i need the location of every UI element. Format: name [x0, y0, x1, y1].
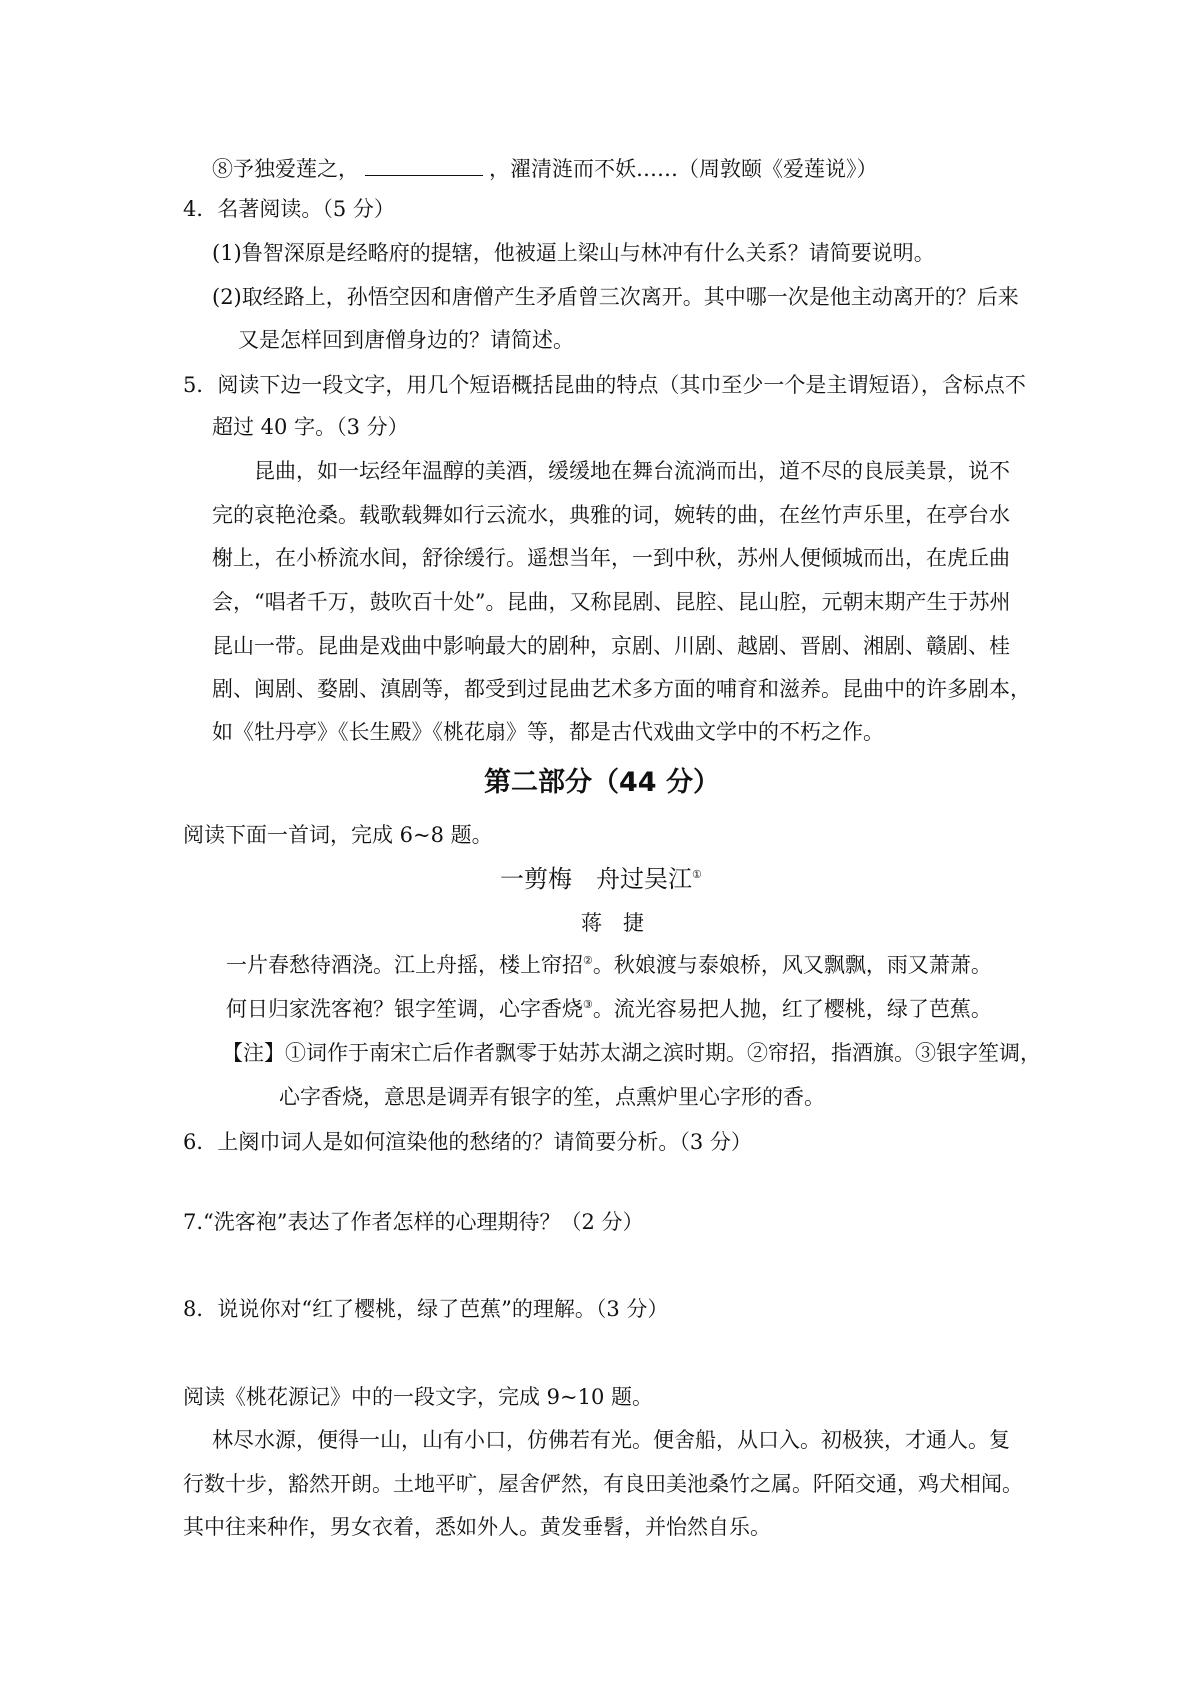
q3-item8-end: ，濯清涟而不妖……（周敦颐《爱莲说》） — [489, 157, 878, 181]
part2-heading: 第二部分（44 分） — [484, 767, 720, 798]
q5-passage-line: 完的哀艳沧桑。载歌载舞如行云流水，典雅的词，婉转的曲，在丝竹声乐里，在亭台水 — [212, 503, 1010, 527]
poem-title — [500, 865, 702, 894]
poem-line-1 — [226, 953, 992, 978]
q5-passage-line: 昆山一带。昆曲是戏曲中影响最大的剧种，京剧、川剧、越剧、晋剧、湘剧、赣剧、桂 — [212, 634, 1010, 658]
poem-line-2 — [226, 997, 992, 1022]
taohua-passage-line: 林尽水源，便得一山，山有小口，仿佛若有光。便舍船，从口入。初极狭，才通人。复 — [212, 1428, 1010, 1452]
footnote-marker: ③ — [583, 998, 593, 1011]
q4-sub2-line1: (2)取经路上，孙悟空因和唐僧产生矛盾曾三次离开。其中哪一次是他主动离开的？后来 — [212, 285, 1019, 309]
poem-text: 何日归家洗客袍？银字笙调，心字香烧 — [226, 997, 583, 1021]
poem-text: 一片春愁待酒浇。江上舟摇，楼上帘招 — [226, 953, 583, 977]
poem-note-line1: 【注】①词作于南宋亡后作者飘零于姑苏太湖之滨时期。②帘招，指酒旗。③银字笙调， — [222, 1041, 1041, 1065]
poem-text: 。秋娘渡与泰娘桥，风又飘飘，雨又萧萧。 — [592, 953, 992, 977]
q3-item8 — [212, 157, 878, 182]
q4-sub2-line2: 又是怎样回到唐僧身边的？请简述。 — [238, 328, 574, 352]
part2-intro: 阅读下面一首词，完成 6~8 题。 — [183, 823, 493, 847]
poem-title-text: 一剪梅 舟过吴江 — [500, 865, 692, 893]
footnote-marker: ① — [692, 868, 702, 881]
poem-note-line2: 心字香烧，意思是调弄有银字的笙，点熏炉里心字形的香。 — [279, 1085, 825, 1109]
q3-item8-start: ⑧予独爱莲之， — [212, 157, 359, 181]
footnote-marker: ② — [583, 954, 593, 967]
q4-sub1: (1)鲁智深原是经略府的提辖，他被逼上梁山与林冲有什么关系？请简要说明。 — [212, 241, 935, 265]
taohua-passage-line: 行数十步，豁然开朗。土地平旷，屋舍俨然，有良田美池桑竹之属。阡陌交通，鸡犬相闻。 — [183, 1472, 1023, 1496]
fill-blank[interactable] — [365, 157, 483, 176]
q5-stem-line1: 5．阅读下边一段文字，用几个短语概括昆曲的特点（其巾至少一个是主谓短语），含标点不 — [183, 373, 1026, 397]
taohua-passage-line: 其中往来种作，男女衣着，悉如外人。黄发垂髫，并怡然自乐。 — [183, 1515, 771, 1539]
q6: 6．上阕巾词人是如何渲染他的愁绪的？请简要分析。（3 分） — [183, 1130, 752, 1154]
q5-passage-line: 榭上，在小桥流水间，舒徐缓行。遥想当年，一到中秋，苏州人便倾城而出，在虎丘曲 — [212, 546, 1010, 570]
q5-passage-line: 如《牡丹亭》《长生殿》《桃花扇》等，都是古代戏曲文学中的不朽之作。 — [212, 720, 884, 744]
poem-author: 蒋 捷 — [581, 911, 644, 935]
q5-passage-line: 会，“唱者千万，鼓吹百十处”。昆曲，又称昆剧、昆腔、昆山腔，元朝末期产生于苏州 — [212, 590, 1011, 614]
q9-10-intro: 阅读《桃花源记》中的一段文字，完成 9~10 题。 — [183, 1385, 654, 1409]
q8: 8．说说你对“红了樱桃，绿了芭蕉”的理解。（3 分） — [183, 1297, 669, 1321]
q5-stem-line2: 超过 40 字。（3 分） — [212, 415, 409, 439]
poem-text: 。流光容易把人抛，红了樱桃，绿了芭蕉。 — [592, 997, 992, 1021]
q5-passage-line: 昆曲，如一坛经年温醇的美酒，缓缓地在舞台流淌而出，道不尽的良辰美景，说不 — [254, 459, 1010, 483]
q4-stem: 4．名著阅读。（5 分） — [183, 197, 395, 221]
q7: 7.“洗客袍”表达了作者怎样的心理期待？（2 分） — [183, 1210, 644, 1234]
q5-passage-line: 剧、闽剧、婺剧、滇剧等，都受到过昆曲艺术多方面的哺育和滋养。昆曲中的许多剧本， — [212, 677, 1031, 701]
